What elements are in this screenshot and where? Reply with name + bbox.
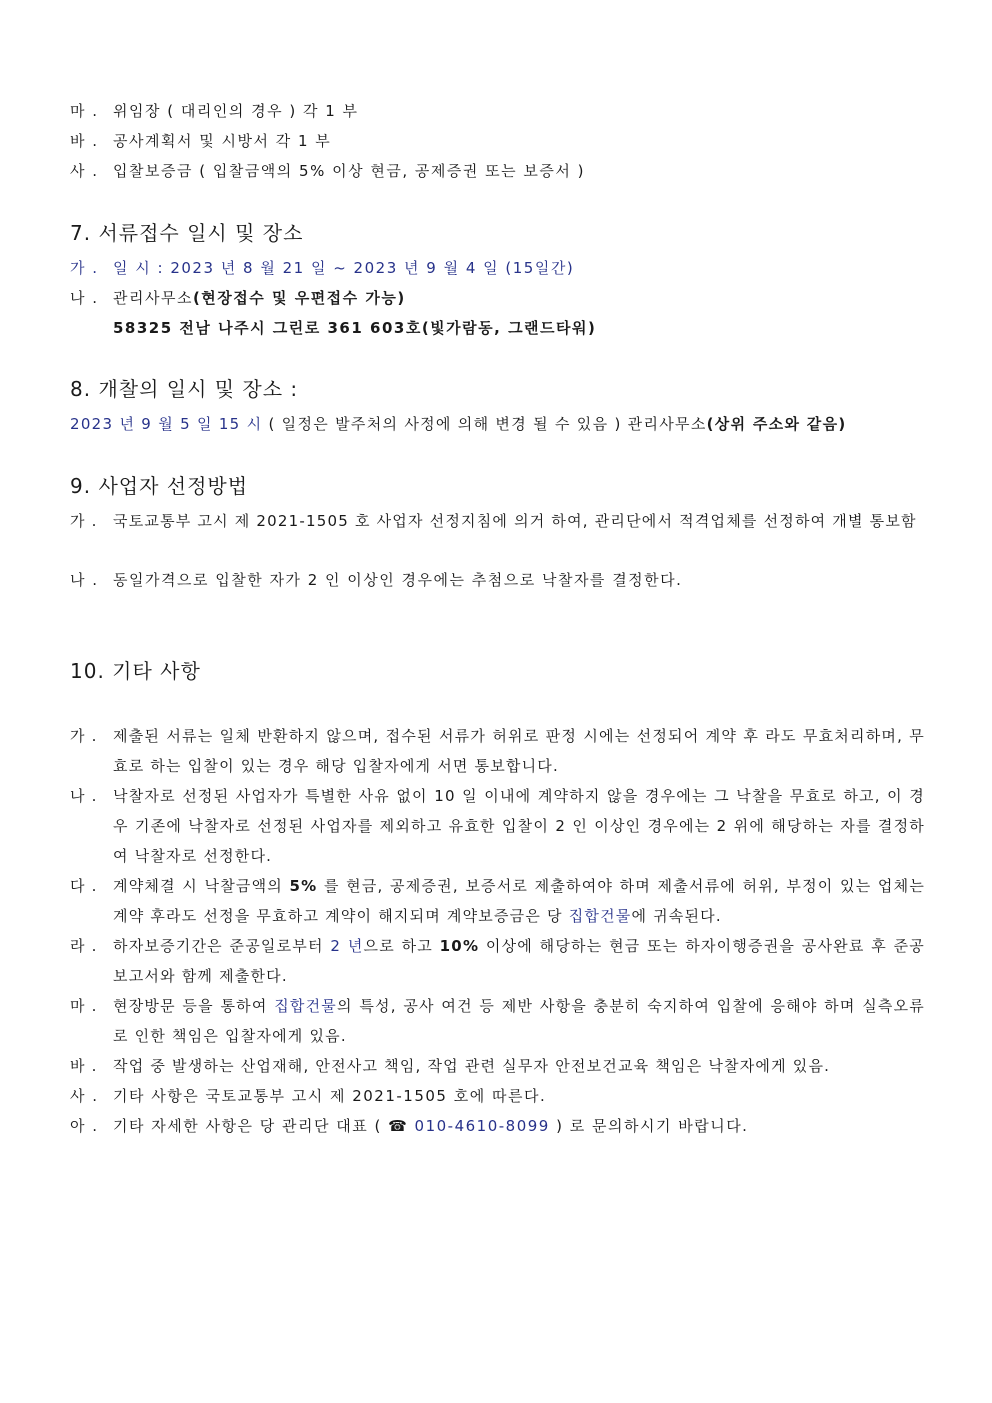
section-10-item-a xyxy=(70,1116,748,1136)
text-part: 를 현금, 공제증권, 보증서로 제출하여야 하며 제출서류에 허위, 부정이 있는 업체는 계약 후라도 선정을 무효하고 계약이 해지되며 계약보증금은 당 xyxy=(113,877,926,925)
text-part: 계약체결 시 낙찰금액의 xyxy=(113,877,290,895)
section-9-heading: 9. 사업자 선정방법 xyxy=(70,474,249,498)
list-marker: 사 . xyxy=(70,162,99,180)
list-marker: 마 . xyxy=(70,997,98,1015)
list-text: 기타 사항은 국토교통부 고시 제 2021-1505 호에 따른다. xyxy=(113,1087,547,1105)
opening-datetime: 2023 년 9 월 5 일 15 시 xyxy=(70,415,263,433)
section-9-item-na xyxy=(70,570,682,590)
building-term: 집합건물 xyxy=(274,997,337,1015)
list-marker: 가 . xyxy=(70,727,98,745)
section-10-item-ba xyxy=(70,1056,830,1076)
docs-item-ma xyxy=(70,101,359,121)
section-10-item-sa xyxy=(70,1086,546,1106)
list-text: 입찰보증금 ( 입찰금액의 5% 이상 현금, 공제증권 또는 보증서 ) xyxy=(113,162,585,180)
section-7-date xyxy=(70,258,574,278)
warranty-percent: 10% xyxy=(439,937,480,955)
list-text: 동일가격으로 입찰한 자가 2 인 이상인 경우에는 추첨으로 낙찰자를 결정한다. xyxy=(113,571,683,589)
section-10-item-ra xyxy=(70,931,925,991)
text-part: 에 귀속된다. xyxy=(631,907,722,925)
list-marker: 나 . xyxy=(70,571,99,589)
list-text: 제출된 서류는 일체 반환하지 않으며, 접수된 서류가 허위로 판정 시에는 선정되어 계약 후 라도 무효처리하며, 무효로 하는 입찰이 있는 경우 해당 입찰자에게 서면 통보합니다. xyxy=(113,727,925,775)
building-term: 집합건물 xyxy=(568,907,632,925)
section-10-item-ga xyxy=(70,721,925,781)
list-text: 위임장 ( 대리인의 경우 ) 각 1 부 xyxy=(113,102,359,120)
list-marker: 사 . xyxy=(70,1087,99,1105)
docs-item-ba xyxy=(70,131,331,151)
list-marker: 다 . xyxy=(70,877,98,895)
text-part: 현장방문 등을 통하여 xyxy=(113,997,275,1015)
place-note: (현장접수 및 우편접수 가능) xyxy=(192,289,406,307)
section-9-item-ga xyxy=(70,506,925,536)
contact-phone: 010-4610-8099 xyxy=(408,1117,550,1135)
deposit-percent: 5% xyxy=(289,877,318,895)
list-marker: 아 . xyxy=(70,1117,99,1135)
text-part: ) 로 문의하시기 바랍니다. xyxy=(549,1117,749,1135)
list-marker: 바 . xyxy=(70,132,99,150)
text-part: 이상에 해당하는 현금 또는 하자이행증권을 공사완료 후 준공보고서와 함께 제출한다. xyxy=(113,937,926,985)
section-10-heading: 10. 기타 사항 xyxy=(70,659,201,683)
list-marker: 가 . xyxy=(70,259,99,277)
list-text: 작업 중 발생하는 산업재해, 안전사고 책임, 작업 관련 실무자 안전보건교육 책임은 낙찰자에게 있음. xyxy=(113,1057,831,1075)
section-10-item-da xyxy=(70,871,925,931)
date-text: 일 시 : 2023 년 8 월 21 일 ~ 2023 년 9 월 4 일 (15일간) xyxy=(113,259,575,277)
section-7-address: 58325 전남 나주시 그린로 361 603호(빛가람동, 그랜드타워) xyxy=(113,319,597,337)
list-marker: 마 . xyxy=(70,102,99,120)
section-7-place xyxy=(70,288,406,308)
section-8-body xyxy=(70,414,847,434)
section-8-heading: 8. 개찰의 일시 및 장소 : xyxy=(70,377,299,401)
list-marker: 나 . xyxy=(70,289,99,307)
text-part: 으로 하고 xyxy=(363,937,440,955)
warranty-years: 2 년 xyxy=(330,937,364,955)
list-text xyxy=(70,931,925,991)
list-text xyxy=(70,991,925,1051)
section-7-heading: 7. 서류접수 일시 및 장소 xyxy=(70,221,304,245)
list-marker: 바 . xyxy=(70,1057,98,1075)
section-10-item-ma xyxy=(70,991,925,1051)
text-part: 기타 자세한 사항은 당 관리단 대표 ( xyxy=(113,1117,389,1135)
list-text: 공사계획서 및 시방서 각 1 부 xyxy=(113,132,332,150)
opening-note: ( 일정은 발주처의 사정에 의해 변경 될 수 있음 ) 관리사무소 xyxy=(262,415,707,433)
text-part: 의 특성, 공사 여건 등 제반 사항을 충분히 숙지하여 입찰에 응해야 하며 실측오류로 인한 책임은 입찰자에게 있음. xyxy=(113,997,925,1045)
list-marker: 라 . xyxy=(70,937,98,955)
docs-item-sa xyxy=(70,161,585,181)
list-text: 낙찰자로 선정된 사업자가 특별한 사유 없이 10 일 이내에 계약하지 않을 경우에는 그 낙찰을 무효로 하고, 이 경우 기존에 낙찰자로 선정된 사업자를 제외하고 유효한 입찰이 2 인 이상인 경우에는 2 위에 해당하는 자를 결정하여 낙찰자로 선정한다. xyxy=(113,787,925,865)
list-marker: 가 . xyxy=(70,512,98,530)
list-marker: 나 . xyxy=(70,787,98,805)
list-text xyxy=(70,871,925,931)
text-part: 하자보증기간은 준공일로부터 xyxy=(113,937,331,955)
section-10-item-na xyxy=(70,781,925,871)
list-text: 국토교통부 고시 제 2021-1505 호 사업자 선정지침에 의거 하여, 관리단에서 적격업체를 선정하여 개별 통보함 xyxy=(113,512,917,530)
opening-note-bold: (상위 주소와 같음) xyxy=(706,415,847,433)
phone-icon: ☎ xyxy=(388,1117,409,1135)
place-label: 관리사무소 xyxy=(113,289,193,307)
